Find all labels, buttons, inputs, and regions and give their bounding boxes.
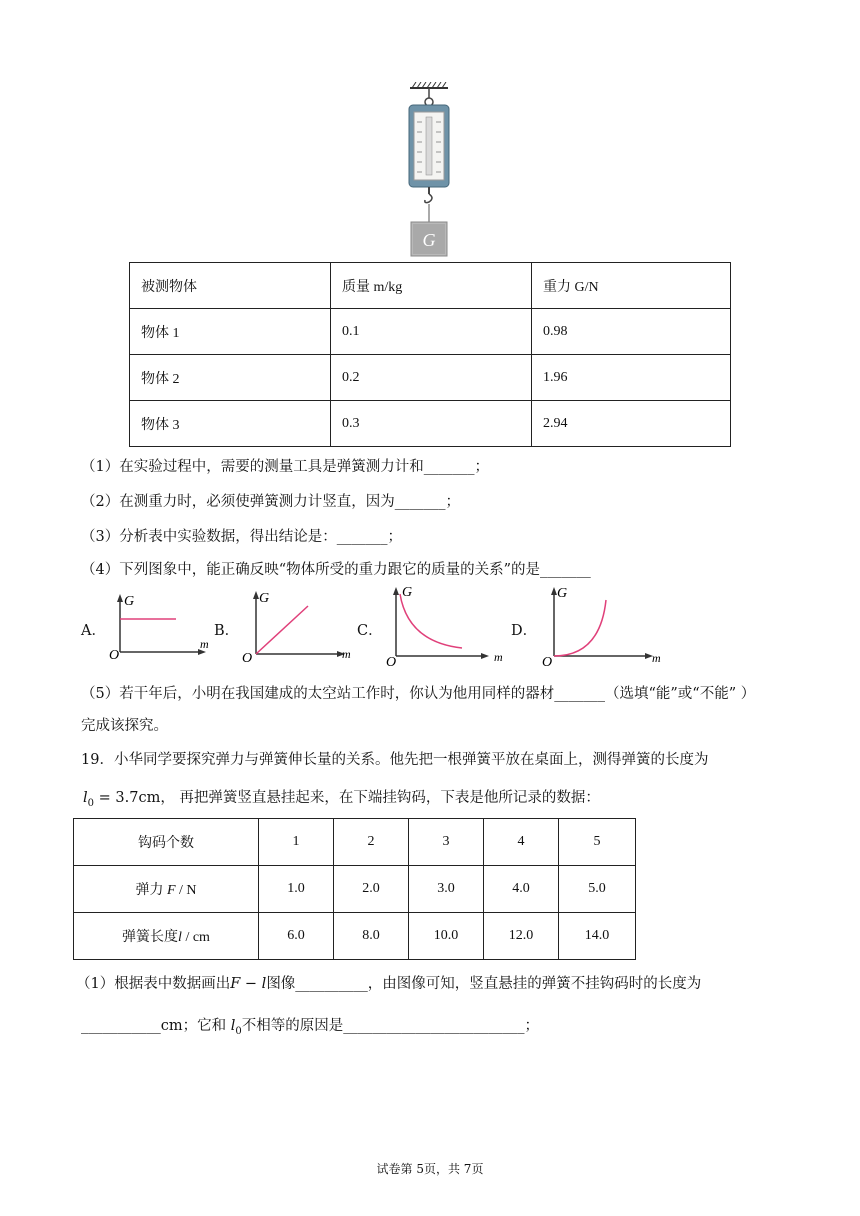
question-19-line2: $l_0 = 3.7cm$， 再把弹簧竖直悬挂起来，在下端挂钩码，下表是他所记录的数据： (83, 790, 600, 809)
svg-text:G: G (557, 586, 568, 601)
table-cell: 12.0 (484, 913, 559, 960)
table-cell: 1.0 (259, 866, 334, 913)
svg-text:m: m (652, 651, 661, 665)
question-3: （3）分析表中实验数据，得出结论是：_______； (81, 529, 402, 545)
table-header-row (130, 263, 731, 309)
question-19-1: （1）根据表中数据画出F − l图像__________，由图像可知，竖直悬挂的弹簧不挂钩码时的长度为 (76, 976, 702, 992)
option-c-label: C． (357, 623, 383, 639)
question-1: （1）在实验过程中，需要的测量工具是弹簧测力计和_______； (81, 459, 489, 475)
table-cell: 0.2 (331, 355, 532, 401)
svg-text:O: O (386, 655, 397, 668)
table-cell: 1 (259, 819, 334, 866)
option-d-label: D． (511, 623, 538, 639)
option-d-graph (540, 582, 670, 668)
header-cell: 被测物体 (130, 263, 331, 309)
row-label: 钩码个数 (74, 819, 259, 866)
table-cell: 5.0 (559, 866, 636, 913)
header-cell: 质量 m/kg (331, 263, 532, 309)
block-label: G (422, 230, 436, 250)
table-cell: 2 (334, 819, 409, 866)
question-4: （4）下列图象中，能正确反映“物体所受的重力跟它的质量的关系”的是_______ (81, 562, 591, 578)
table-cell: 4 (484, 819, 559, 866)
spring-data-table (73, 818, 636, 960)
table-row (130, 401, 731, 447)
option-c-graph (386, 582, 510, 668)
table-cell: 8.0 (334, 913, 409, 960)
graph-line-c (400, 594, 462, 648)
table-cell: 0.1 (331, 309, 532, 355)
table-cell: 0.98 (532, 309, 731, 355)
table-cell: 2.94 (532, 401, 731, 447)
table-row (130, 355, 731, 401)
gravity-data-table (129, 262, 731, 447)
question-5-cont: 完成该探究。 (81, 718, 168, 734)
table-row (74, 819, 636, 866)
svg-text:G: G (124, 594, 135, 609)
table-cell: 物体 1 (130, 309, 331, 355)
question-19-line1: 19．小华同学要探究弹力与弹簧伸长量的关系。他先把一根弹簧平放在桌面上，测得弹簧的长度为 (81, 752, 709, 768)
table-cell: 0.3 (331, 401, 532, 447)
table-cell: 5 (559, 819, 636, 866)
svg-text:O: O (542, 655, 553, 668)
table-cell: 物体 2 (130, 355, 331, 401)
row-label: 弹力 F / N (74, 866, 259, 913)
option-a-label: A． (81, 623, 106, 639)
question-2: （2）在测重力时，必须使弹簧测力计竖直，因为_______； (81, 494, 460, 510)
question-19-1-cont: ___________cm；它和 $l_0$不相等的原因是_________________________； (81, 1018, 539, 1037)
table-cell: 4.0 (484, 866, 559, 913)
svg-text:G: G (402, 585, 413, 600)
table-row (74, 913, 636, 960)
table-cell: 14.0 (559, 913, 636, 960)
spring-scale-figure (400, 82, 460, 262)
svg-text:m: m (342, 647, 351, 661)
table-cell: 6.0 (259, 913, 334, 960)
option-b-graph (242, 586, 362, 662)
table-cell: 1.96 (532, 355, 731, 401)
graph-line-b (256, 606, 308, 654)
option-a-graph (106, 590, 216, 662)
svg-text:O: O (242, 651, 253, 662)
table-row (130, 309, 731, 355)
table-row (74, 866, 636, 913)
table-cell: 3 (409, 819, 484, 866)
table-cell: 2.0 (334, 866, 409, 913)
header-cell: 重力 G/N (532, 263, 731, 309)
svg-text:m: m (200, 637, 209, 651)
row-label: 弹簧长度l / cm (74, 913, 259, 960)
graph-line-d (554, 600, 606, 656)
svg-text:O: O (109, 648, 120, 662)
table-cell: 3.0 (409, 866, 484, 913)
question-5: （5）若干年后，小明在我国建成的太空站工作时，你认为他用同样的器材_______（选填“能”或“不能” ） (81, 686, 756, 702)
table-cell: 物体 3 (130, 401, 331, 447)
page-footer: 试卷第 5页，共 7页 (376, 1162, 484, 1176)
option-b-label: B． (214, 623, 240, 639)
svg-text:m: m (494, 650, 503, 664)
table-cell: 10.0 (409, 913, 484, 960)
svg-text:G: G (259, 591, 270, 606)
